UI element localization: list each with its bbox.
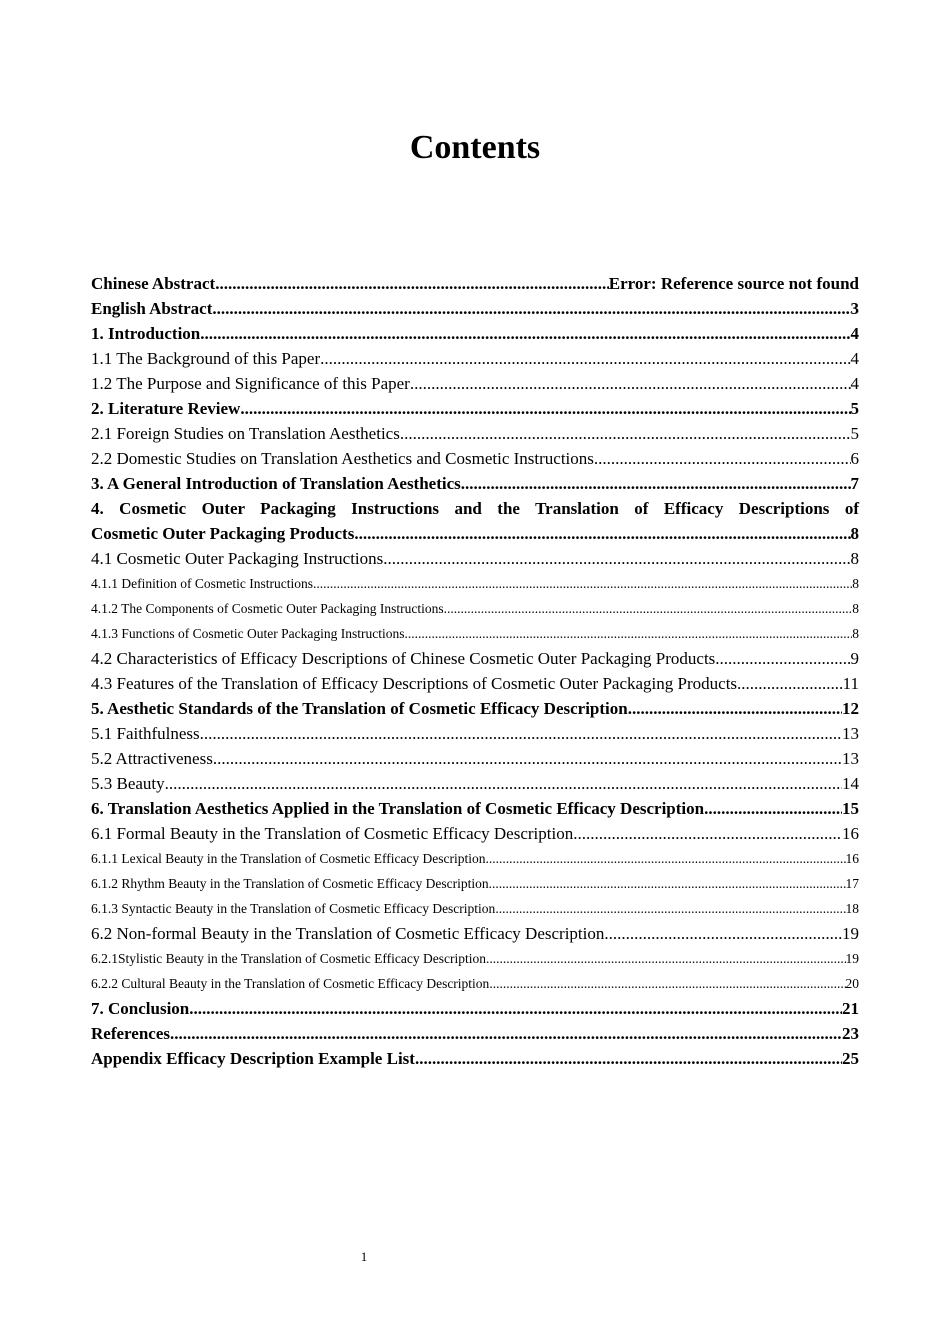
- toc-page-number: 8: [852, 576, 859, 591]
- toc-entry-6-1[interactable]: [91, 821, 859, 846]
- toc-page-number: 4: [850, 349, 859, 368]
- toc-entry-introduction[interactable]: [91, 321, 859, 346]
- toc-entry-title: 5. Aesthetic Standards of the Translation of Cosmetic Efficacy Description: [91, 699, 628, 718]
- toc-page-number: 17: [845, 876, 859, 891]
- toc-entry-title: 1.1 The Background of this Paper: [91, 349, 321, 368]
- toc-entry-6-2[interactable]: [91, 921, 859, 946]
- toc-page-number: 6: [850, 449, 859, 468]
- toc-page-number: 16: [842, 824, 859, 843]
- toc-page-number: 9: [850, 649, 859, 668]
- toc-entry-general-introduction[interactable]: [91, 471, 859, 496]
- toc-entry-6-1-3[interactable]: [91, 896, 859, 921]
- page-title: Contents: [409, 129, 541, 166]
- toc-entry-chinese-abstract[interactable]: [91, 271, 859, 296]
- toc-entry-literature-review[interactable]: [91, 396, 859, 421]
- toc-leader-dots: [240, 396, 850, 421]
- toc-leader-dots: [213, 746, 842, 771]
- toc-entry-title: 4.1 Cosmetic Outer Packaging Instructions: [91, 549, 384, 568]
- toc-leader-dots: [486, 946, 846, 971]
- toc-entry-6-2-1[interactable]: [91, 946, 859, 971]
- toc-entry-title: 4.3 Features of the Translation of Efficacy Descriptions of Cosmetic Outer Packaging Products: [91, 674, 738, 693]
- toc-page-number: 18: [845, 901, 859, 916]
- toc-entry-references[interactable]: [91, 1021, 859, 1046]
- toc-entry-4-3[interactable]: [91, 671, 859, 696]
- toc-page-number: 25: [842, 1049, 859, 1068]
- toc-leader-dots: [489, 971, 845, 996]
- toc-entry-title: 7. Conclusion: [91, 999, 190, 1018]
- toc-leader-dots: [200, 721, 842, 746]
- toc-entry-6-1-1[interactable]: [91, 846, 859, 871]
- toc-leader-dots: [461, 471, 851, 496]
- toc-entry-conclusion[interactable]: [91, 996, 859, 1021]
- toc-entry-1-1[interactable]: [91, 346, 859, 371]
- toc-leader-dots: [737, 671, 843, 696]
- toc-leader-dots: [486, 846, 846, 871]
- toc-entry-title: 2.2 Domestic Studies on Translation Aesthetics and Cosmetic Instructions: [91, 449, 594, 468]
- toc-leader-dots: [313, 571, 852, 596]
- toc-entry-6-2-2[interactable]: [91, 971, 859, 996]
- toc-page-number: 8: [852, 626, 859, 641]
- toc-entry-title: 6. Translation Aesthetics Applied in the Translation of Cosmetic Efficacy Description: [91, 799, 705, 818]
- toc-entry-title: 6.1.3 Syntactic Beauty in the Translation of Cosmetic Efficacy Description: [91, 901, 496, 916]
- toc-leader-dots: [354, 521, 850, 546]
- toc-entry-title: References: [91, 1024, 170, 1043]
- toc-entry-4-1[interactable]: [91, 546, 859, 571]
- toc-entry-translation-aesthetics-applied[interactable]: [91, 796, 859, 821]
- toc-leader-dots: [383, 546, 850, 571]
- toc-page-number: 11: [842, 674, 859, 693]
- toc-page-number: 20: [845, 976, 859, 991]
- toc-leader-dots: [320, 346, 850, 371]
- toc-entry-title: 2.1 Foreign Studies on Translation Aesthetics: [91, 424, 400, 443]
- toc-entry-title-line2: Cosmetic Outer Packaging Products: [91, 524, 355, 543]
- toc-page-number: 14: [842, 774, 859, 793]
- toc-page-number: Error: Reference source not found: [608, 274, 859, 293]
- toc-leader-dots: [215, 271, 609, 296]
- toc-page-number: 7: [850, 474, 859, 493]
- toc-entry-title: 5.1 Faithfulness: [91, 724, 200, 743]
- toc-entry-appendix[interactable]: [91, 1046, 859, 1071]
- toc-page-number: 19: [845, 951, 859, 966]
- toc-leader-dots: [170, 1021, 842, 1046]
- toc-entry-1-2[interactable]: [91, 371, 859, 396]
- toc-page-number: 15: [842, 799, 859, 818]
- toc-page-number: 13: [842, 749, 859, 768]
- toc-entry-title: 4.1.2 The Components of Cosmetic Outer Packaging Instructions: [91, 601, 444, 616]
- toc-entry-2-1[interactable]: [91, 421, 859, 446]
- toc-leader-dots: [704, 796, 842, 821]
- toc-leader-dots: [628, 696, 842, 721]
- toc-entry-title: 5.3 Beauty: [91, 774, 165, 793]
- toc-entry-aesthetic-standards[interactable]: [91, 696, 859, 721]
- toc-leader-dots: [489, 871, 846, 896]
- toc-entry-title: 1. Introduction: [91, 324, 201, 343]
- toc-page-number: 8: [850, 524, 859, 543]
- toc-entry-title: 4.2 Characteristics of Efficacy Descriptions of Chinese Cosmetic Outer Packaging Products: [91, 649, 716, 668]
- toc-entry-title: Chinese Abstract: [91, 274, 216, 293]
- toc-entry-cosmetic-instructions[interactable]: [91, 496, 859, 546]
- toc-leader-dots: [495, 896, 845, 921]
- toc-entry-title: 5.2 Attractiveness: [91, 749, 213, 768]
- table-of-contents: [91, 271, 859, 1071]
- toc-entry-title: 6.2 Non-formal Beauty in the Translation of Cosmetic Efficacy Description: [91, 924, 605, 943]
- toc-entry-title: 6.1.1 Lexical Beauty in the Translation of Cosmetic Efficacy Description: [91, 851, 486, 866]
- toc-entry-title: 1.2 The Purpose and Significance of this Paper: [91, 374, 410, 393]
- toc-entry-4-1-3[interactable]: [91, 621, 859, 646]
- toc-leader-dots: [415, 1046, 842, 1071]
- toc-leader-dots: [604, 921, 842, 946]
- toc-entry-title: 6.1.2 Rhythm Beauty in the Translation of Cosmetic Efficacy Description: [91, 876, 489, 891]
- toc-entry-2-2[interactable]: [91, 446, 859, 471]
- toc-entry-title: 4.1.1 Definition of Cosmetic Instructions: [91, 576, 313, 591]
- toc-entry-title: Appendix Efficacy Description Example List: [91, 1049, 415, 1068]
- toc-entry-4-1-2[interactable]: [91, 596, 859, 621]
- toc-page-number: 21: [842, 999, 859, 1018]
- toc-entry-4-1-1[interactable]: [91, 571, 859, 596]
- toc-entry-english-abstract[interactable]: [91, 296, 859, 321]
- toc-page-number: 4: [850, 374, 859, 393]
- toc-page-number: 19: [842, 924, 859, 943]
- toc-entry-title: 4.1.3 Functions of Cosmetic Outer Packaging Instructions: [91, 626, 405, 641]
- toc-leader-dots: [189, 996, 842, 1021]
- toc-page-number: 5: [850, 399, 859, 418]
- toc-entry-title: 6.1 Formal Beauty in the Translation of Cosmetic Efficacy Description: [91, 824, 574, 843]
- toc-page-number: 5: [850, 424, 859, 443]
- toc-page-number: 8: [852, 601, 859, 616]
- toc-page-number: 23: [842, 1024, 859, 1043]
- toc-entry-title: 6.2.2 Cultural Beauty in the Translation of Cosmetic Efficacy Description: [91, 976, 490, 991]
- toc-entry-5-2[interactable]: [91, 746, 859, 771]
- toc-entry-title: 2. Literature Review: [91, 399, 241, 418]
- toc-leader-dots: [212, 296, 850, 321]
- toc-leader-dots: [594, 446, 851, 471]
- toc-entry-title: 3. A General Introduction of Translation Aesthetics: [91, 474, 461, 493]
- toc-page-number: 16: [845, 851, 859, 866]
- toc-entry-line2: [91, 521, 859, 546]
- toc-page-number: 4: [850, 324, 859, 343]
- toc-leader-dots: [573, 821, 842, 846]
- toc-leader-dots: [404, 621, 852, 646]
- toc-entry-title-line1: 4. Cosmetic Outer Packaging Instructions and the Translation of Efficacy Descriptions of: [91, 499, 859, 518]
- toc-leader-dots: [200, 321, 850, 346]
- toc-page-number: 8: [850, 549, 859, 568]
- toc-entry-5-1[interactable]: [91, 721, 859, 746]
- toc-entry-title: English Abstract: [91, 299, 213, 318]
- toc-leader-dots: [400, 421, 851, 446]
- toc-entry-title: 6.2.1Stylistic Beauty in the Translation of Cosmetic Efficacy Description: [91, 951, 486, 966]
- toc-leader-dots: [410, 371, 851, 396]
- toc-leader-dots: [165, 771, 842, 796]
- toc-entry-6-1-2[interactable]: [91, 871, 859, 896]
- toc-leader-dots: [715, 646, 850, 671]
- toc-page-number: 13: [842, 724, 859, 743]
- toc-entry-5-3[interactable]: [91, 771, 859, 796]
- toc-page-number: 3: [850, 299, 859, 318]
- page-number: 1: [360, 1249, 368, 1264]
- toc-leader-dots: [444, 596, 853, 621]
- toc-entry-4-2[interactable]: [91, 646, 859, 671]
- toc-page-number: 12: [842, 699, 859, 718]
